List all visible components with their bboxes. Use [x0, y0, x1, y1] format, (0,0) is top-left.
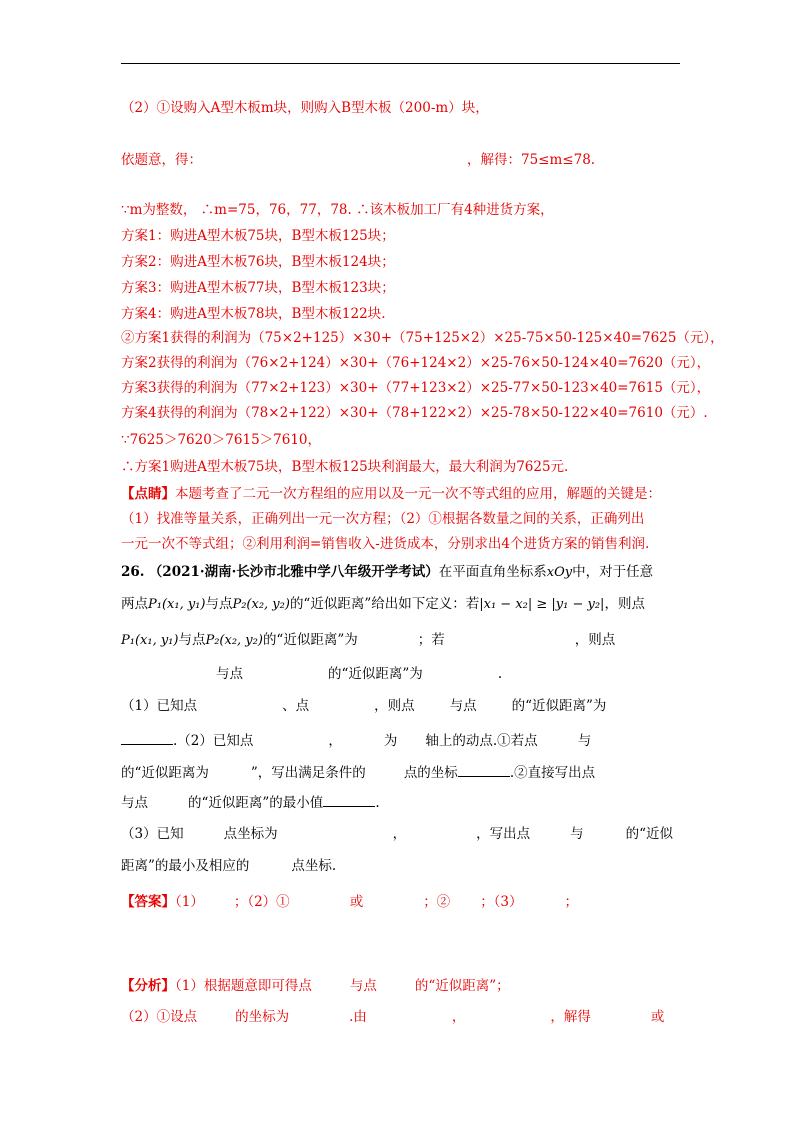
- text-span: 点坐标为: [223, 826, 278, 842]
- text-span: 与点: [121, 795, 148, 811]
- text-span: （3）已知: [121, 826, 184, 842]
- question-line: [121, 792, 380, 813]
- text-span: （2）①设点: [121, 1009, 198, 1025]
- text-span: 与点: [178, 632, 206, 648]
- question-line: [121, 856, 336, 876]
- answer-blank[interactable]: [121, 730, 173, 745]
- text-span: 为: [383, 733, 398, 749]
- solution-line: 方案3获得的利润为（77×2+123）×30+（77+123×2）×25-77×50-123×40=7615（元），: [121, 380, 711, 396]
- answer-tag: 【答案】: [121, 894, 175, 910]
- text-span: 的“近似距离”为: [511, 698, 607, 714]
- text-span: 与点: [349, 978, 377, 994]
- text-span: ；: [564, 894, 579, 910]
- text-span: 与: [577, 733, 592, 749]
- text-span: 点坐标.: [291, 858, 337, 874]
- text-span: 两点: [121, 596, 148, 612]
- text-span: 轴上的动点.①若点: [425, 733, 538, 749]
- text-span: 的坐标为: [235, 1009, 290, 1025]
- remark-line: 一元一次不等式组；②利用利润=销售收入-进货成本，分别求出4个进货方案的销售利润.: [121, 536, 650, 552]
- analysis-tag: 【分析】: [121, 978, 175, 994]
- solution-line: 方案3：购进A型木板77块，B型木板123块；: [121, 280, 395, 296]
- text-span: ，: [328, 733, 342, 749]
- solution-line: ②方案1获得的利润为（75×2+125）×30+（75+125×2）×25-75×50-125×40=7625（元），: [121, 330, 724, 346]
- remark-tag: 【点睛】: [121, 486, 175, 502]
- answer-blank[interactable]: [458, 762, 510, 777]
- text-span: ，则点: [604, 596, 645, 612]
- analysis-line: [121, 976, 510, 996]
- text-span: 或: [650, 1009, 665, 1025]
- text-span: 与点: [216, 666, 243, 682]
- text-span: 本题考查了二元一次方程组的应用以及一元一次不等式组的应用，解题的关键是：: [175, 486, 661, 502]
- math-expr: P₁(x₁, y₁): [121, 633, 179, 648]
- solution-line: 方案4获得的利润为（78×2+122）×30+（78+122×2）×25-78×50-122×40=7610（元）.: [121, 405, 708, 421]
- question-line: [121, 562, 653, 583]
- math-expr: xOy: [546, 565, 573, 580]
- text-span: ，写出点: [476, 826, 531, 842]
- text-span: ，: [451, 1009, 466, 1025]
- text-span: .由: [349, 1009, 367, 1025]
- text-span: 或: [349, 894, 364, 910]
- text-span: 中，对于任意: [572, 564, 654, 580]
- text-span: ，解得：75≤m≤78.: [467, 152, 596, 168]
- analysis-line: [121, 1007, 664, 1027]
- text-span: ，则点: [374, 698, 415, 714]
- math-expr: |x₁ − x₂| ≥ |y₁ − y₂|: [479, 597, 605, 612]
- remark-line: [121, 484, 661, 504]
- text-span: 的“近似: [625, 826, 673, 842]
- text-span: .: [497, 666, 503, 682]
- question-line: [121, 664, 502, 684]
- text-span: 与点: [205, 596, 233, 612]
- text-span: ，解得: [550, 1009, 591, 1025]
- remark-line: （1）找准等量关系，正确列出一元一次方程；（2）①根据各数量之间的关系，正确列出: [121, 511, 645, 527]
- question-source: （2021·湖南·长沙市北雅中学八年级开学考试）: [148, 564, 439, 580]
- text-span: ；（3）: [480, 894, 523, 910]
- text-span: 距离”的最小及相应的: [121, 858, 250, 874]
- solution-line: ∴方案1购进A型木板75块，B型木板125块利润最大，最大利润为7625元.: [121, 459, 569, 475]
- text-span: 的“近似距离”给出如下定义：若: [289, 596, 480, 612]
- text-span: ；（2）①: [233, 894, 290, 910]
- solution-line: ∵m为整数， ∴m=75，76，77，78. ∴该木板加工厂有4种进货方案，: [121, 202, 554, 218]
- header-rule: [121, 63, 680, 64]
- solution-line: ∵7625＞7620＞7615＞7610，: [121, 432, 322, 448]
- text-span: 与点: [449, 698, 477, 714]
- answer-line: [121, 892, 578, 912]
- question-line: [121, 730, 591, 751]
- question-number: 26.: [121, 564, 145, 580]
- solution-line: 方案4：购进A型木板78块，B型木板122块.: [121, 306, 386, 322]
- question-line: [121, 824, 673, 844]
- text-span: 在平面直角坐标系: [438, 564, 547, 580]
- text-span: 的“近似距离”；: [414, 978, 510, 994]
- solution-line: （2）①设购入A型木板m块，则购入B型木板（200-m）块，: [121, 100, 489, 116]
- solution-line: 方案2：购进A型木板76块，B型木板124块；: [121, 254, 395, 270]
- text-span: 的“近似距离为: [121, 765, 209, 781]
- question-line: [121, 762, 595, 783]
- math-expr: P₁(x₁, y₁): [148, 597, 206, 612]
- question-line: [121, 594, 645, 615]
- answer-blank[interactable]: [323, 792, 375, 807]
- text-span: ，则点: [574, 632, 616, 648]
- text-span: （1）: [175, 894, 204, 910]
- question-line: [121, 696, 606, 716]
- text-span: 点的坐标: [403, 765, 458, 781]
- text-span: 依题意，得：: [121, 152, 202, 168]
- text-span: 的“近似距离”为: [328, 666, 423, 682]
- math-expr: P₂(x₂, y₂): [205, 633, 263, 648]
- math-expr: P₂(x₂, y₂): [232, 597, 290, 612]
- text-span: 与: [570, 826, 584, 842]
- text-span: 的“近似距离”的最小值: [188, 795, 324, 811]
- text-span: .②直接写出点: [509, 765, 596, 781]
- text-span: ；若: [417, 632, 445, 648]
- text-span: 的“近似距离”为: [262, 632, 358, 648]
- text-span: （1）已知点: [121, 698, 198, 714]
- solution-line: 方案1：购进A型木板75块，B型木板125块；: [121, 228, 395, 244]
- text-span: .（2）已知点: [173, 733, 254, 749]
- solution-line: 方案2获得的利润为（76×2+124）×30+（76+124×2）×25-76×50-124×40=7620（元），: [121, 355, 711, 371]
- text-span: ；②: [423, 894, 451, 910]
- text-span: （1）根据题意即可得点: [175, 978, 312, 994]
- question-line: [121, 630, 615, 651]
- text-span: ”，写出满足条件的: [250, 765, 366, 781]
- text-span: .: [375, 795, 380, 811]
- text-span: ，: [392, 826, 407, 842]
- text-span: 、点: [282, 698, 310, 714]
- solution-line: [121, 150, 595, 170]
